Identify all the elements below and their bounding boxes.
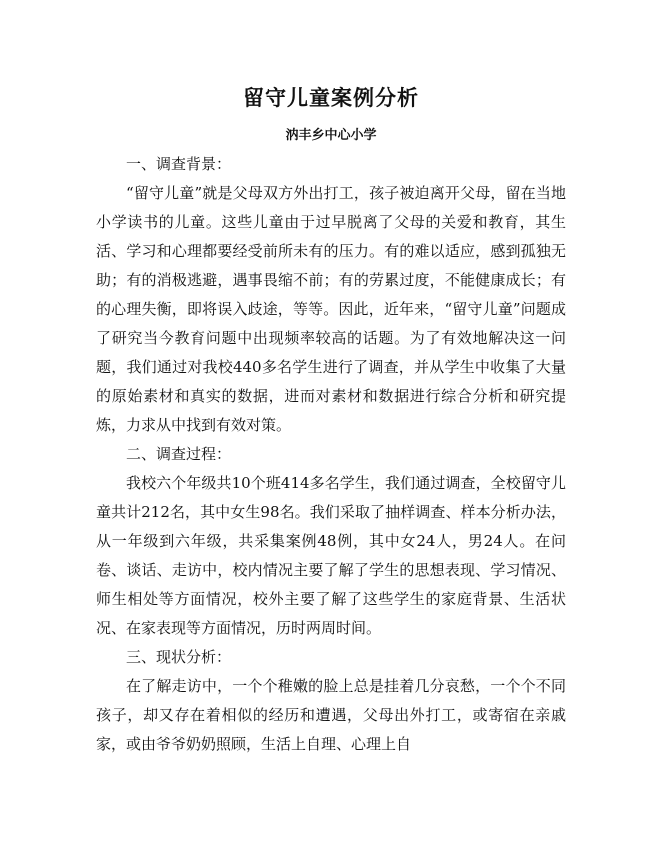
section-paragraph: 我校六个年级共10个班414多名学生，我们通过调查，全校留守儿童共计212名，其中女生98名。我们采取了抽样调查、样本分析办法，从一年级到六年级，共采集案例48例，其中女24人，男24人。在问卷、谈话、走访中，校内情况主要了解了学生的思想表现、学习情况、师生相处等方面情况，校外主要了解了这些学生的家庭背景、生活状况、在家表现等方面情况，历时两周时间。 bbox=[96, 474, 566, 637]
section-paragraph: “留守儿童”就是父母双方外出打工，孩子被迫离开父母，留在当地小学读书的儿童。这些儿童由于过早脱离了父母的关爱和教育，其生活、学习和心理都要经受前所未有的压力。有的难以适应，感到孤独无助；有的消极逃避，遇事畏缩不前；有的劳累过度，不能健康成长；有的心理失衡，即将误入歧途，等等。因此，近年来，“留守儿童”问题成了研究当今教育问题中出现频率较高的话题。为了有效地解决这一问题，我们通过对我校440多名学生进行了调查，并从学生中收集了大量的原始素材和真实的数据，进而对素材和数据进行综合分析和研究提炼，力求从中找到有效对策。 bbox=[96, 184, 566, 434]
document-title: 留守儿童案例分析 bbox=[243, 86, 419, 110]
section-heading: 二、调查过程： bbox=[126, 445, 232, 463]
section-paragraph: 在了解走访中，一个个稚嫩的脸上总是挂着几分哀愁，一个个不同孩子，却又存在着相似的经历和遭遇，父母出外打工，或寄宿在亲戚家，或由爷爷奶奶照顾，生活上自理、心理上自 bbox=[96, 677, 566, 753]
section-background bbox=[96, 150, 566, 440]
section-analysis bbox=[96, 643, 566, 759]
school-name: 汭丰乡中心小学 bbox=[285, 128, 377, 143]
section-process bbox=[96, 440, 566, 643]
section-heading: 一、调查背景： bbox=[126, 155, 232, 173]
document-page bbox=[96, 82, 566, 759]
section-heading: 三、现状分析： bbox=[126, 648, 232, 666]
